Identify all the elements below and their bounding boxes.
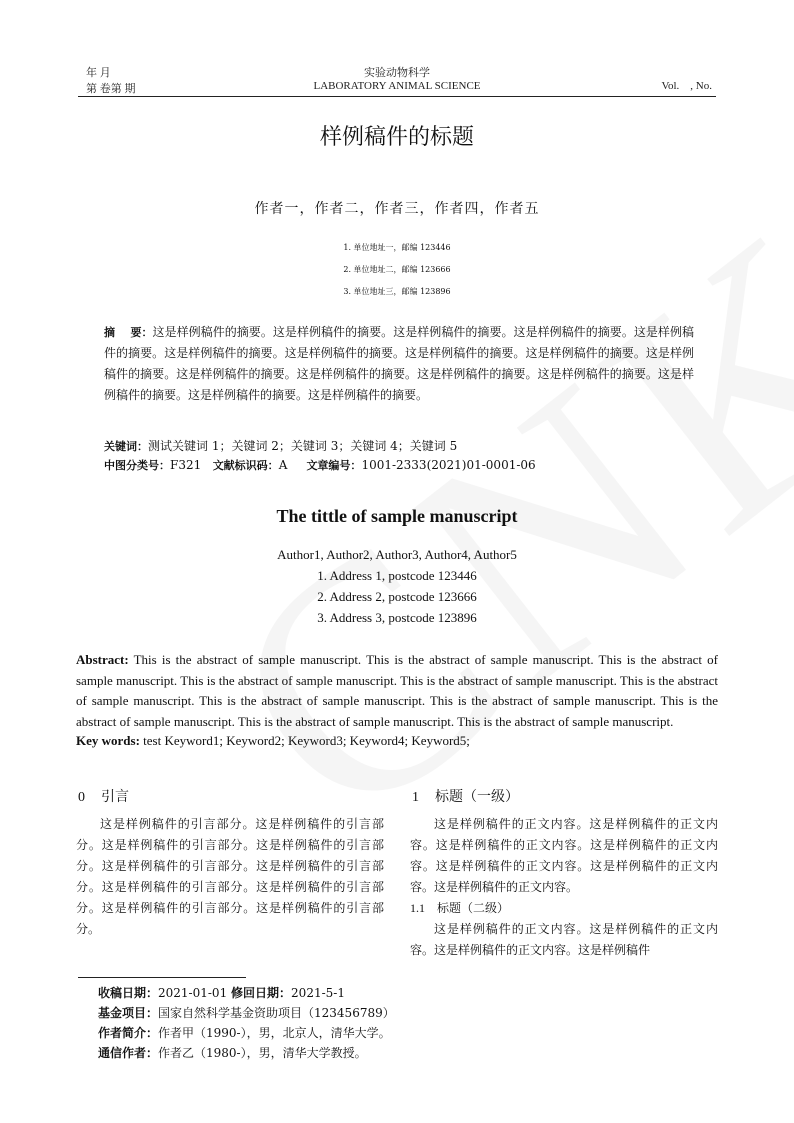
address-en-1: 1. Address 1, postcode 123446 (317, 568, 477, 583)
header-rule (78, 96, 716, 97)
keywords-cn-block (104, 437, 704, 475)
received-date: 2021-01-01 (158, 986, 228, 1000)
section-1-heading (412, 786, 519, 806)
header-date: 年 月 (86, 67, 111, 79)
subsection-1-1-text: 这是样例稿件的正文内容。这是样例稿件的正文内容。这是样例稿件的正文内容。这是样例稿件 (410, 922, 718, 957)
fund-label: 基金项目： (98, 1006, 159, 1020)
address-cn-3: 3. 单位地址三，邮编 123896 (343, 287, 451, 296)
section-0-body (76, 814, 384, 940)
keywords-en-text: test Keyword1; Keyword2; Keyword3; Keyword4; Keyword5; (139, 733, 470, 748)
clc-label: 中图分类号： (104, 459, 170, 472)
subsection-1-1-title: 标题（二级） (437, 901, 510, 915)
section-0-heading (78, 786, 129, 806)
section-0-number: 0 (78, 790, 85, 805)
footnote-author (98, 1023, 718, 1043)
section-1-number: 1 (412, 790, 419, 805)
header-issue: 第 卷第 期 (86, 83, 136, 95)
footnote-fund (98, 1003, 718, 1023)
section-0-text: 这是样例稿件的引言部分。这是样例稿件的引言部分。这是样例稿件的引言部分。这是样例稿件的引言部分。这是样例稿件的引言部分。这是样例稿件的引言部分。这是样例稿件的引言部分。这是样例稿件的引言部分。这是样例稿件的引言部分。这是样例稿件的引言部分。 (76, 817, 384, 936)
footnote-rule (78, 977, 246, 978)
header-journal-en: LABORATORY ANIMAL SCIENCE (313, 80, 481, 92)
header-volume: Vol. , No. (661, 80, 712, 92)
running-header (78, 64, 716, 97)
article-no-label: 文章编号： (306, 459, 362, 472)
clc-value: F321 (170, 458, 202, 472)
keywords-cn-label: 关键词： (104, 440, 148, 453)
article-no-value: 1001-2333(2021)01-0001-06 (361, 458, 536, 472)
section-1-body (410, 814, 718, 961)
subsection-1-1-heading (410, 898, 718, 919)
corresponding-text: 作者乙（1980-），男，清华大学教授。 (158, 1046, 367, 1060)
revised-date: 2021-5-1 (291, 986, 345, 1000)
abstract-en-label: Abstract: (76, 652, 129, 667)
abstract-en (76, 650, 718, 732)
section-1-title: 标题（一级） (435, 789, 519, 805)
author-bio-label: 作者简介： (98, 1026, 159, 1040)
fund-text: 国家自然科学基金资助项目（123456789） (158, 1006, 395, 1020)
keywords-cn-text: 测试关键词 1；关键词 2；关键词 3；关键词 4；关键词 5 (148, 439, 458, 453)
revised-label: 修回日期： (231, 986, 292, 1000)
doc-code-value: A (278, 458, 288, 472)
section-1-text: 这是样例稿件的正文内容。这是样例稿件的正文内容。这是样例稿件的正文内容。这是样例稿件的正文内容。这是样例稿件的正文内容。这是样例稿件的正文内容。这是样例稿件的正文内容。 (410, 817, 718, 894)
classification-line (104, 456, 704, 475)
authors-cn: 作者一，作者二，作者三，作者四，作者五 (254, 201, 540, 217)
address-en-3: 3. Address 3, postcode 123896 (317, 610, 477, 625)
address-en-2: 2. Address 2, postcode 123666 (317, 589, 477, 604)
title-en: The tittle of sample manuscript (276, 506, 518, 526)
keywords-en (76, 733, 718, 749)
address-cn-1: 1. 单位地址一，邮编 123446 (343, 243, 451, 252)
abstract-cn (104, 322, 694, 406)
corresponding-label: 通信作者： (98, 1046, 159, 1060)
author-bio-text: 作者甲（1990-），男，北京人，清华大学。 (158, 1026, 391, 1040)
keywords-en-label: Key words: (76, 733, 140, 748)
received-label: 收稿日期： (98, 986, 159, 1000)
abstract-en-text: This is the abstract of sample manuscript. This is the abstract of sample manuscript. This is the abstract of sample manuscript. This is the abstract of sample manuscript. This is the abstract of sample manuscript. This is the abstract of sample manuscript. This is the abstract of sample manuscript. This is the abstract of sample manuscript. This is the abstract of sample manuscript. This is the abstract of sample manuscript. This is the abstract of sample manuscript. (76, 652, 718, 729)
subsection-1-1-number: 1.1 (410, 901, 425, 915)
title-cn: 样例稿件的标题 (319, 125, 474, 150)
footnote-corresponding (98, 1043, 718, 1063)
section-0-title: 引言 (101, 789, 129, 805)
abstract-cn-label: 摘 要： (104, 326, 153, 339)
abstract-cn-text: 这是样例稿件的摘要。这是样例稿件的摘要。这是样例稿件的摘要。这是样例稿件的摘要。这是样例稿件的摘要。这是样例稿件的摘要。这是样例稿件的摘要。这是样例稿件的摘要。这是样例稿件的摘要。这是样例稿件的摘要。这是样例稿件的摘要。这是样例稿件的摘要。这是样例稿件的摘要。这是样例稿件的摘要。这是样例稿件的摘要。这是样例稿件的摘要。这是样例稿件的摘要。 (104, 325, 694, 402)
footnote-dates (98, 983, 718, 1003)
header-journal-cn: 实验动物科学 (364, 67, 430, 79)
authors-en: Author1, Author2, Author3, Author4, Author5 (277, 547, 517, 562)
doc-code-label: 文献标识码： (212, 459, 279, 472)
address-cn-2: 2. 单位地址二，邮编 123666 (343, 265, 451, 274)
